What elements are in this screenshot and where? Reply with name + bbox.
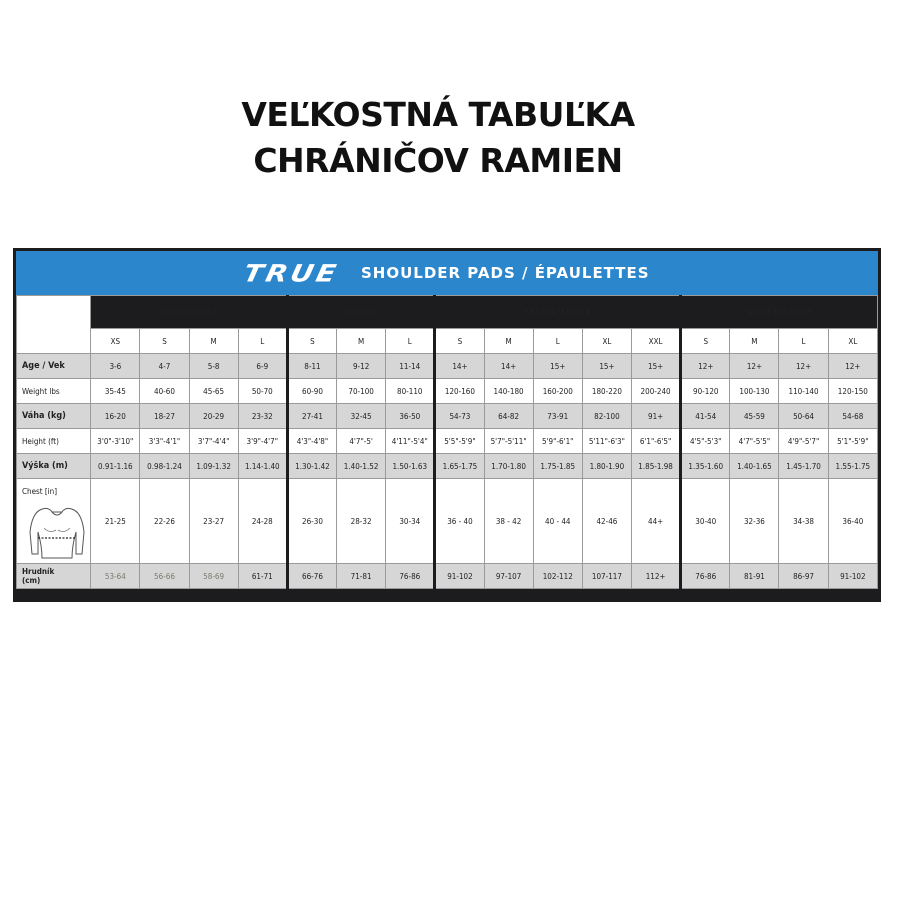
value-cell: 30-40 [681, 479, 730, 564]
value-cell: 23-32 [238, 404, 287, 429]
value-cell: 36 - 40 [435, 479, 484, 564]
value-cell: 11-14 [386, 354, 435, 379]
value-cell: 91-102 [435, 564, 484, 589]
page-title-line-2: CHRÁNIČOV RAMIEN [253, 141, 623, 180]
value-cell: 5'5"-5'9" [435, 429, 484, 454]
value-cell: 1.85-1.98 [631, 454, 680, 479]
value-cell: 12+ [779, 354, 828, 379]
value-cell: 91-102 [828, 564, 877, 589]
value-cell: 1.30-1.42 [287, 454, 336, 479]
size-cell: S [435, 329, 484, 354]
value-cell: 30-34 [386, 479, 435, 564]
corner-cell [17, 296, 91, 354]
value-cell: 71-81 [337, 564, 386, 589]
value-cell: 81-91 [730, 564, 779, 589]
value-cell: 100-130 [730, 379, 779, 404]
value-cell: 15+ [533, 354, 582, 379]
value-cell: 26-30 [287, 479, 336, 564]
row-label: Váha (kg) [17, 404, 91, 429]
value-cell: 58-69 [189, 564, 238, 589]
size-cell: M [730, 329, 779, 354]
value-cell: 1.55-1.75 [828, 454, 877, 479]
value-cell: 15+ [582, 354, 631, 379]
value-cell: 180-220 [582, 379, 631, 404]
row-label: Výška (m) [17, 454, 91, 479]
value-cell: 53-64 [91, 564, 140, 589]
value-cell: 50-70 [238, 379, 287, 404]
value-cell: 44+ [631, 479, 680, 564]
value-cell: 0.98-1.24 [140, 454, 189, 479]
group-women: WOMEN/FEMME [681, 296, 878, 329]
value-cell: 14+ [484, 354, 533, 379]
value-cell: 22-26 [140, 479, 189, 564]
value-cell: 1.65-1.75 [435, 454, 484, 479]
page-title [0, 92, 876, 184]
value-cell: 36-50 [386, 404, 435, 429]
data-row [17, 379, 878, 404]
value-cell: 160-200 [533, 379, 582, 404]
value-cell: 66-76 [287, 564, 336, 589]
brand-logo: TRUE [241, 258, 342, 288]
hrudnik-label-line-2: (cm) [22, 576, 41, 585]
value-cell: 4-7 [140, 354, 189, 379]
value-cell: 112+ [631, 564, 680, 589]
value-cell: 3'3"-4'1" [140, 429, 189, 454]
value-cell: 15+ [631, 354, 680, 379]
value-cell: 86-97 [779, 564, 828, 589]
value-cell: 12+ [730, 354, 779, 379]
value-cell: 1.40-1.65 [730, 454, 779, 479]
value-cell: 35-45 [91, 379, 140, 404]
size-cell: XL [582, 329, 631, 354]
value-cell: 8-11 [287, 354, 336, 379]
size-header-row [17, 329, 878, 354]
data-row [17, 354, 878, 379]
value-cell: 4'11"-5'4" [386, 429, 435, 454]
value-cell: 36-40 [828, 479, 877, 564]
value-cell: 200-240 [631, 379, 680, 404]
data-row [17, 429, 878, 454]
data-row [17, 454, 878, 479]
value-cell: 5-8 [189, 354, 238, 379]
value-cell: 76-86 [681, 564, 730, 589]
value-cell: 45-59 [730, 404, 779, 429]
value-cell: 12+ [681, 354, 730, 379]
size-cell: L [533, 329, 582, 354]
value-cell: 64-82 [484, 404, 533, 429]
group-header-row [17, 296, 878, 329]
value-cell: 73-91 [533, 404, 582, 429]
value-cell: 42-46 [582, 479, 631, 564]
value-cell: 61-71 [238, 564, 287, 589]
value-cell: 12+ [828, 354, 877, 379]
hrudnik-row [17, 564, 878, 589]
value-cell: 97-107 [484, 564, 533, 589]
value-cell: 90-120 [681, 379, 730, 404]
value-cell: 50-64 [779, 404, 828, 429]
value-cell: 6'1"-6'5" [631, 429, 680, 454]
value-cell: 23-27 [189, 479, 238, 564]
group-junior: JUNIOR [287, 296, 434, 329]
size-cell: M [337, 329, 386, 354]
value-cell: 1.45-1.70 [779, 454, 828, 479]
value-cell: 40-60 [140, 379, 189, 404]
value-cell: 102-112 [533, 564, 582, 589]
row-label: Age / Vek [17, 354, 91, 379]
value-cell: 18-27 [140, 404, 189, 429]
value-cell: 3'7"-4'4" [189, 429, 238, 454]
group-youth: YOUTH/JEUNE [91, 296, 288, 329]
value-cell: 20-29 [189, 404, 238, 429]
value-cell: 38 - 42 [484, 479, 533, 564]
value-cell: 1.14-1.40 [238, 454, 287, 479]
row-label-cell [17, 479, 91, 564]
value-cell: 4'3"-4'8" [287, 429, 336, 454]
value-cell: 1.50-1.63 [386, 454, 435, 479]
value-cell: 1.75-1.85 [533, 454, 582, 479]
row-label-cell [17, 564, 91, 589]
value-cell: 28-32 [337, 479, 386, 564]
value-cell: 45-65 [189, 379, 238, 404]
value-cell: 32-36 [730, 479, 779, 564]
value-cell: 54-68 [828, 404, 877, 429]
row-label: Weight lbs [17, 379, 91, 404]
page-title-line-1: VEĽKOSTNÁ TABUĽKA [241, 95, 635, 134]
value-cell: 60-90 [287, 379, 336, 404]
value-cell: 91+ [631, 404, 680, 429]
value-cell: 3'0"-3'10" [91, 429, 140, 454]
value-cell: 4'7"-5'5" [730, 429, 779, 454]
value-cell: 1.09-1.32 [189, 454, 238, 479]
banner-subtitle: SHOULDER PADS / ÉPAULETTES [360, 264, 650, 282]
group-senior: SENIOR/SÉNOR [435, 296, 681, 329]
value-cell: 9-12 [337, 354, 386, 379]
value-cell: 1.80-1.90 [582, 454, 631, 479]
value-cell: 1.40-1.52 [337, 454, 386, 479]
value-cell: 76-86 [386, 564, 435, 589]
value-cell: 107-117 [582, 564, 631, 589]
value-cell: 56-66 [140, 564, 189, 589]
value-cell: 16-20 [91, 404, 140, 429]
size-cell: L [238, 329, 287, 354]
value-cell: 120-160 [435, 379, 484, 404]
value-cell: 82-100 [582, 404, 631, 429]
data-rows [17, 354, 878, 479]
size-cell: M [484, 329, 533, 354]
row-label: Height (ft) [17, 429, 91, 454]
size-cell: XXL [631, 329, 680, 354]
value-cell: 120-150 [828, 379, 877, 404]
size-cell: S [681, 329, 730, 354]
value-cell: 4'7"-5' [337, 429, 386, 454]
value-cell: 54-73 [435, 404, 484, 429]
size-cell: M [189, 329, 238, 354]
value-cell: 110-140 [779, 379, 828, 404]
size-table [16, 295, 878, 589]
value-cell: 6-9 [238, 354, 287, 379]
chest-label: Chest [in] [22, 486, 58, 496]
value-cell: 21-25 [91, 479, 140, 564]
value-cell: 41-54 [681, 404, 730, 429]
size-cell: S [140, 329, 189, 354]
value-cell: 5'11"-6'3" [582, 429, 631, 454]
chest-row [17, 479, 878, 564]
size-cell: XL [828, 329, 877, 354]
data-row [17, 404, 878, 429]
value-cell: 5'7"-5'11" [484, 429, 533, 454]
value-cell: 40 - 44 [533, 479, 582, 564]
value-cell: 32-45 [337, 404, 386, 429]
size-cell: S [287, 329, 336, 354]
value-cell: 1.35-1.60 [681, 454, 730, 479]
size-cell: L [779, 329, 828, 354]
chart-banner [16, 251, 878, 295]
value-cell: 3'9"-4'7" [238, 429, 287, 454]
value-cell: 34-38 [779, 479, 828, 564]
value-cell: 80-110 [386, 379, 435, 404]
hrudnik-label-line-1: Hrudník [22, 567, 55, 576]
size-chart [13, 248, 881, 602]
value-cell: 0.91-1.16 [91, 454, 140, 479]
value-cell: 70-100 [337, 379, 386, 404]
size-cell: L [386, 329, 435, 354]
value-cell: 140-180 [484, 379, 533, 404]
value-cell: 4'5"-5'3" [681, 429, 730, 454]
value-cell: 1.70-1.80 [484, 454, 533, 479]
value-cell: 24-28 [238, 479, 287, 564]
chest-measurement-torso-icon [26, 502, 88, 560]
value-cell: 5'1"-5'9" [828, 429, 877, 454]
value-cell: 5'9"-6'1" [533, 429, 582, 454]
value-cell: 27-41 [287, 404, 336, 429]
value-cell: 3-6 [91, 354, 140, 379]
value-cell: 14+ [435, 354, 484, 379]
value-cell: 4'9"-5'7" [779, 429, 828, 454]
size-cell: XS [91, 329, 140, 354]
